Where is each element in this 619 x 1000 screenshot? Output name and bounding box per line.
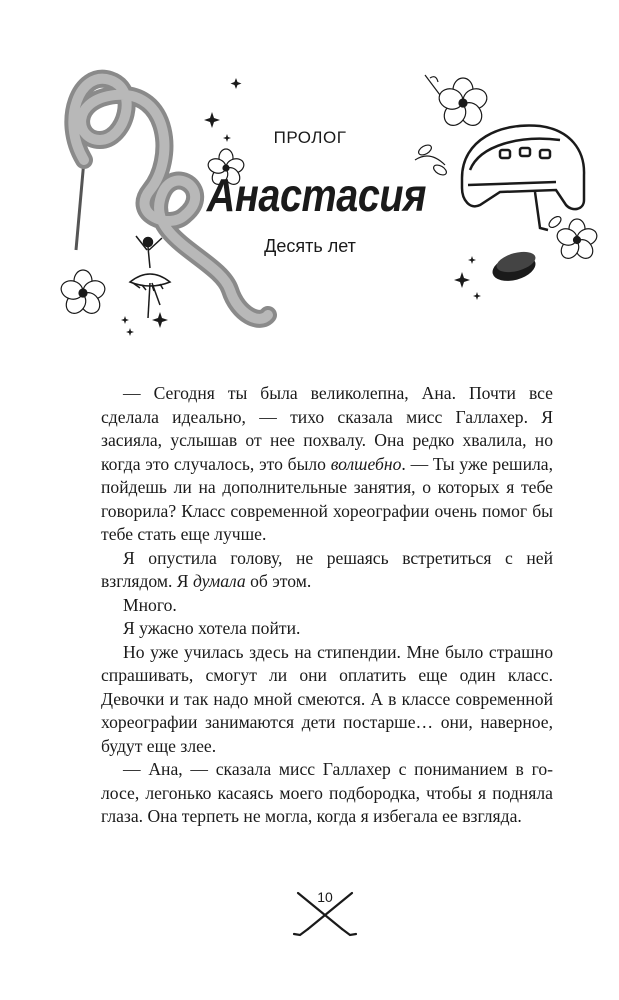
paragraph: Я опустила голову, не решаясь встретиться с ней взглядом. Я думала об этом.	[101, 547, 553, 591]
page-footer	[290, 885, 360, 945]
hockey-puck-icon	[490, 248, 539, 285]
chapter-subtitle: Десять лет	[264, 236, 356, 256]
emphasized-word: думала	[192, 571, 246, 591]
chapter-label: ПРОЛОГ	[273, 128, 347, 147]
paragraph: — Сегодня ты была великолепна, Ана. Почти все сделала идеально, — тихо сказала мисс Галлахер. Я засияла, услышав от нее похвалу. Она редко хвалила, но когда это случалось, это было волшебно. — Ты уже решила, пойдешь ли на дополнительные занятия, о которых я тебе говорила? Класс современной хореографии очень помог бы тебе стать еще лучше.	[101, 383, 553, 544]
paragraph: Много.	[123, 594, 177, 615]
paragraph: Я ужасно хотела пойти.	[123, 618, 301, 638]
ballerina-icon	[130, 236, 170, 318]
chapter-title: Анастасия	[206, 169, 427, 221]
paragraph: — Ана, — сказала мисс Галлахер с пониманием в голосе, легонько касаясь моего подбородка, чтобы я подняла глаза. Она терпеть не могла, когда я избегала ее взгляда.	[101, 759, 553, 826]
body-text	[101, 382, 553, 829]
paragraph: Но уже училась здесь на стипендии. Мне было страшно спрашивать, смогут ли они оплатить еще один класс. Девочки и так надо мной смеются. А в классе современной хореографии занимаются дети постарше… они, наверное, будут еще злее.	[101, 641, 553, 756]
page-number: 10	[317, 889, 333, 905]
hockey-helmet-icon	[462, 125, 584, 230]
emphasized-word: волшебно	[330, 453, 402, 474]
